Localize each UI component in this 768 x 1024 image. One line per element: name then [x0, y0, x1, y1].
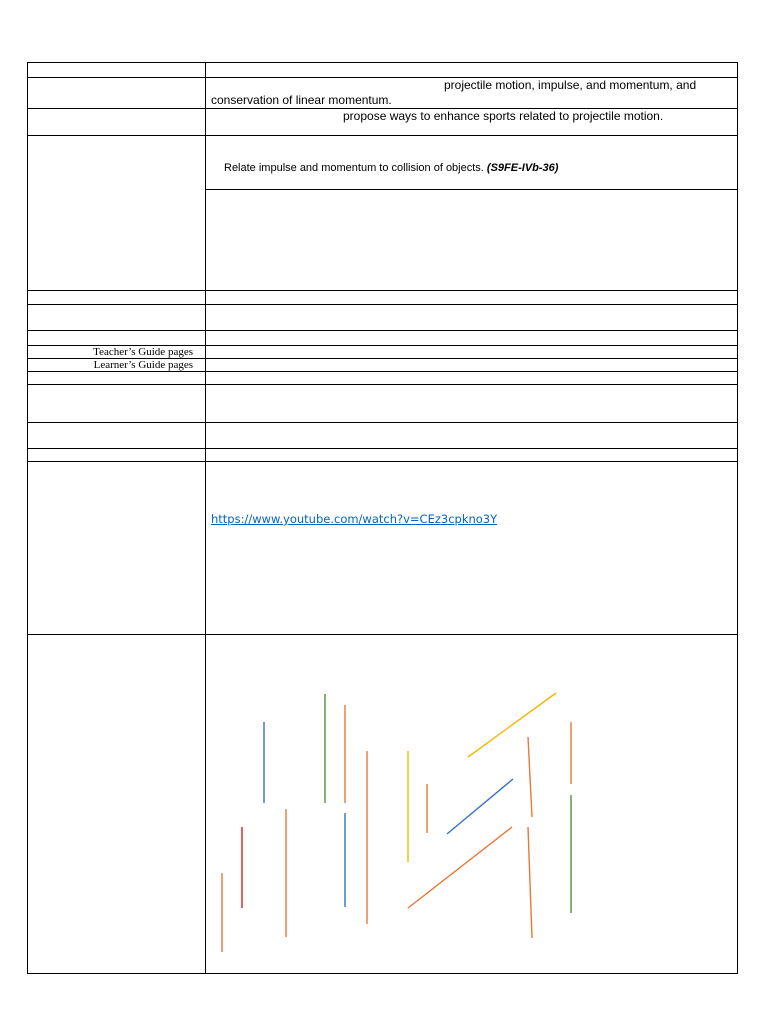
performance-standard-text: propose ways to enhance sports related to projectile motion.	[343, 109, 664, 123]
teachers-guide-label: Teacher’s Guide pages	[93, 346, 193, 358]
objectives-text-line-1: projectile motion, impulse, and momentum, and	[444, 78, 697, 92]
learners-guide-label: Learner’s Guide pages	[93, 359, 193, 371]
objectives-text-line-2: conservation of linear momentum.	[211, 93, 392, 107]
competency-code: (S9FE-IVb-36)	[486, 162, 559, 174]
youtube-resource-link[interactable]: https://www.youtube.com/watch?v=CEz3cpkno3Y	[211, 512, 498, 526]
learning-competency	[224, 161, 558, 176]
competency-text: Relate impulse and momentum to collision of objects.	[224, 162, 484, 174]
